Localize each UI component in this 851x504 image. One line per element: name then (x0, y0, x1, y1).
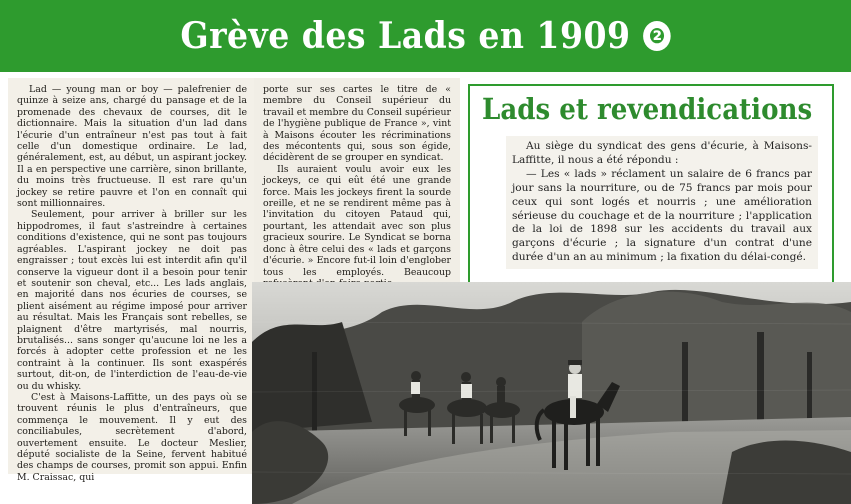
page-title: Grève des Lads en 1909 ❷ (180, 15, 671, 57)
article-paragraph: Seulement, pour arriver à briller sur les hippodromes, il faut s'astreindre à certaines conditions d'existence, qui ne sont pas toujours agréables. L'aspirant jockey ne doit pas engraisser ; tout excès lui est interdit afin qu'il conserve la vigueur dont il a besoin pour tenir et soutenir son cheval, etc... Les lads anglais, en majorité dans nos écuries de courses, se plient aisément au régime imposé pour arriver au résultat. Mais les Français sont rebelles, se plaignent d'être martyrisés, mal nourris, brutalisés... sans songer qu'aucune loi ne les a forcés à adopter cette profession et ne les contraint à la continuer. Ils sont exaspérés surtout, dit-on, de l'interdiction de l'eau-de-vie ou du whisky. (17, 209, 247, 392)
photo-illustration (252, 282, 851, 504)
article-paragraph: Ils auraient voulu avoir eux les jockeys, ce qui eût été une grande force. Mais les jockeys firent la sourde oreille, et ne se rendirent même pas à l'invitation du citoyen Pataud qui, pourtant, les attendait avec son plus gracieux sourire. Le Syndicat se borna donc à être celui des « lads et garçons d'écurie. » Encore fut-il loin d'englober tous les employés. Beaucoup (263, 163, 451, 278)
horse-riders-photo (252, 282, 851, 504)
demands-box (468, 84, 834, 288)
part-number-badge: ❷ (643, 21, 671, 51)
article-paragraph: porte sur ses cartes le titre de « membre du Conseil supérieur du travail et membre du Conseil supérieur de l'hygiène publique de France », vint à Maisons écouter les récriminations des mécontents qui, sous son égide, décidèrent de se grouper en syndicat. (263, 84, 451, 164)
article-paragraph: Lad — young man or boy — palefrenier de quinze à seize ans, chargé du pansage et de la promenade des chevaux de courses, dit le dictionnaire. Mais la situation d'un lad dans l'écurie d'un entraîneur n'est pas tout à fait celle d'un domestique ordinaire. Le lad, généralement, est, au début, un aspirant jockey. Il a en perspective une carrière, sinon brillante, du moins très fructueuse. Il est rare qu'un jockey se retire pauvre et l'on en connaît qui sont millionnaires. (17, 84, 247, 210)
article-paragraph: C'est à Maisons-Laffitte, un des pays où se trouvent réunis le plus d'entraîneurs, que commença le mouvement. Il y eut des conciliabules, secrètement d'abord, ouvertement ensuite. Le docteur Meslier, député socialiste de la Seine, fervent habitué des champs de courses, promit son appui. Enfin M. Craissac, qui (17, 391, 247, 483)
title-banner (0, 0, 851, 72)
demands-quote-clipping (506, 136, 818, 269)
newspaper-clipping-left-column (8, 78, 257, 483)
quote-body: — Les « lads » réclament un salaire de 6 francs par jour sans la nourriture, ou de 75 francs par mois pour ceux qui sont logés et nourris ; une amélioration sérieuse du couchage et de la nourriture ; l'application de la loi de 1898 sur les accidents du travail aux garçons d'écurie ; la signature d'un contrat d'une durée d'un an au minimum ; la fixation du délai-congé. (512, 167, 812, 264)
box-title: Lads et revendications (482, 92, 813, 126)
quote-intro: Au siège du syndicat des gens d'écurie, à Maisons-Laffitte, il nous a été répondu : (512, 140, 812, 166)
